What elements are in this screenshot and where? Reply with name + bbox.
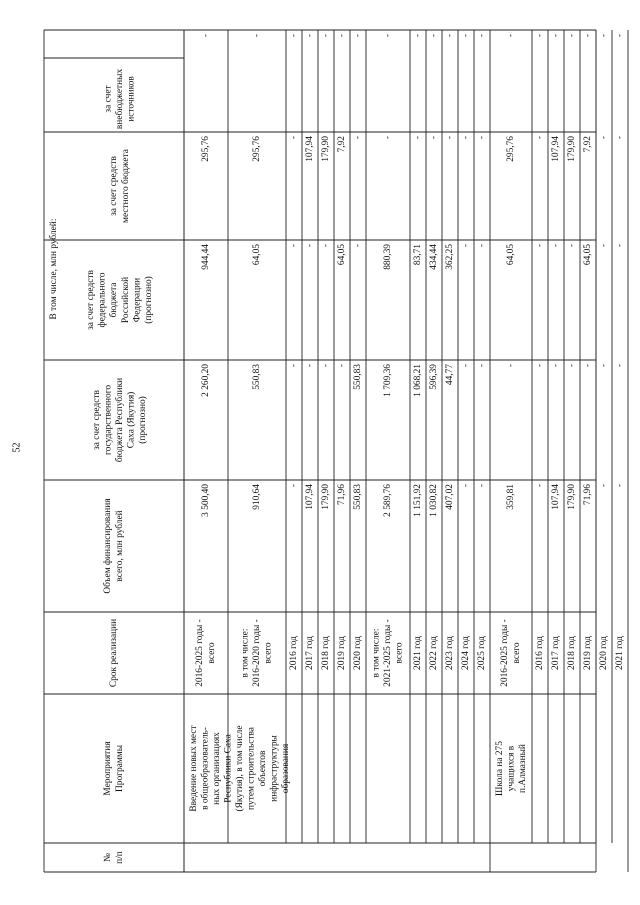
header-state-budget-line: (прогнозно) [138, 396, 149, 444]
header-state-budget-line: Саха (Якутия) [126, 391, 137, 449]
local-budget-cell-line: - [413, 136, 424, 140]
state-budget-cell-line: 1 068,21 [413, 364, 424, 397]
extra-budget-cell [615, 34, 625, 37]
state-budget-cell [477, 364, 487, 367]
federal-budget-cell [305, 244, 315, 247]
term-cell [477, 636, 487, 670]
state-budget-cell-line: - [477, 364, 488, 368]
local-budget-cell [383, 136, 393, 139]
state-budget-cell [599, 364, 609, 367]
measure-name-line: п.Алмазный [518, 744, 529, 793]
extra-budget-cell [383, 34, 393, 37]
state-budget-cell-line: 596,39 [429, 364, 440, 390]
header-term [109, 619, 119, 687]
total-cell-line: - [535, 484, 546, 488]
local-budget-cell-line: 7,92 [337, 136, 348, 153]
state-budget-cell-line: - [337, 364, 348, 368]
local-budget-cell [413, 136, 423, 139]
term-cell [321, 636, 331, 670]
local-budget-cell [337, 136, 347, 153]
extra-budget-cell-line: - [599, 34, 610, 38]
local-budget-cell [615, 136, 625, 139]
term-cell-line: 2016-2020 годы - [252, 619, 263, 687]
header-number-line: № [103, 853, 114, 862]
header-number-line: п/п [114, 851, 125, 864]
federal-budget-cell-line: 64,05 [337, 244, 348, 266]
total-cell-line: 71,96 [583, 484, 594, 506]
federal-budget-cell [445, 244, 455, 270]
federal-budget-cell [337, 244, 347, 265]
state-budget-cell [445, 364, 455, 385]
federal-budget-cell [567, 244, 577, 247]
local-budget-cell-line: 107,94 [551, 136, 562, 162]
local-budget-cell [551, 136, 561, 162]
extra-budget-cell [252, 34, 262, 37]
term-cell-line: 2016-2025 годы - [500, 619, 511, 687]
header-federal-budget-line: Федерации [132, 277, 143, 323]
header-state-budget-line: за счет средств [92, 390, 103, 450]
local-budget-cell-line: 295,76 [201, 136, 212, 162]
state-budget-cell [413, 364, 423, 397]
total-cell [583, 484, 593, 505]
measure-name-line: инфраструктуры [269, 735, 280, 802]
header-state-budget [92, 378, 148, 462]
term-cell-line: 2021-2025 годы - [383, 619, 394, 687]
state-budget-cell [252, 364, 262, 390]
total-cell [535, 484, 545, 487]
state-budget-cell-line: - [615, 364, 626, 368]
term-cell-line: 2022 год [429, 636, 440, 670]
term-cell-line: 2018 год [567, 636, 578, 670]
header-extra-budget [104, 69, 137, 130]
state-budget-cell [201, 364, 211, 397]
local-budget-cell-line: 295,76 [252, 136, 263, 162]
federal-budget-cell [252, 244, 262, 265]
term-cell-line: всего [394, 642, 405, 664]
federal-budget-cell-line: 83,71 [413, 244, 424, 266]
term-cell [583, 636, 593, 670]
federal-budget-cell [429, 244, 439, 270]
local-budget-cell-line: - [535, 136, 546, 140]
state-budget-cell-line: 44,77 [445, 364, 456, 386]
extra-budget-cell [353, 34, 363, 37]
federal-budget-cell [535, 244, 545, 247]
local-budget-cell [353, 136, 363, 139]
total-cell-line: 1 030,82 [429, 484, 440, 517]
federal-budget-cell-line: - [353, 244, 364, 248]
local-budget-cell-line: - [429, 136, 440, 140]
federal-budget-cell [551, 244, 561, 247]
extra-budget-cell-line: - [383, 34, 394, 38]
term-cell-line: 2021 год [615, 636, 626, 670]
federal-budget-cell [383, 244, 393, 270]
total-cell-line: 2 589,76 [383, 484, 394, 517]
total-cell-line: 71,96 [337, 484, 348, 506]
extra-budget-cell [535, 34, 545, 37]
federal-budget-cell-line: - [461, 244, 472, 248]
term-cell [500, 619, 522, 687]
local-budget-cell [477, 136, 487, 139]
federal-budget-cell-line: - [567, 244, 578, 248]
state-budget-cell-line: 1 709,36 [383, 364, 394, 397]
local-budget-cell [583, 136, 593, 153]
extra-budget-cell [445, 34, 455, 37]
extra-budget-cell [461, 34, 471, 37]
measure-name-line: объектов [258, 750, 269, 787]
header-number [103, 851, 125, 864]
state-budget-cell [461, 364, 471, 367]
term-cell-line: 2019 год [583, 636, 594, 670]
total-cell [353, 484, 363, 510]
total-cell [477, 484, 487, 487]
header-local-budget-line: за счет средств [109, 156, 120, 216]
extra-budget-cell-line: - [477, 34, 488, 38]
header-measures [103, 741, 125, 796]
federal-budget-cell [413, 244, 423, 265]
header-including-line: В том числе, млн рублей: [49, 218, 60, 320]
header-federal-budget-line: за счет средств [86, 270, 97, 330]
total-cell [337, 484, 347, 505]
federal-budget-cell [353, 244, 363, 247]
federal-budget-cell-line: 64,05 [506, 244, 517, 266]
total-cell [321, 484, 331, 510]
measure-name-line: Школа на 275 [495, 741, 506, 796]
state-budget-cell-line: - [583, 364, 594, 368]
total-cell [413, 484, 423, 517]
term-cell-line: всего [511, 642, 522, 664]
term-cell [551, 636, 561, 670]
state-budget-cell [383, 364, 393, 397]
term-cell-line: 2016-2025 годы - [195, 619, 206, 687]
total-cell-line: - [289, 484, 300, 488]
extra-budget-cell-line: - [567, 34, 578, 38]
total-cell-line: 1 151,92 [413, 484, 424, 517]
total-cell [551, 484, 561, 510]
term-cell [337, 636, 347, 670]
term-cell [567, 636, 577, 670]
measure-name-line: (Якутия), в том числе [235, 725, 246, 812]
state-budget-cell [321, 364, 331, 367]
header-federal-budget-line: федерального [97, 272, 108, 328]
local-budget-cell [252, 136, 262, 162]
term-cell-line: 2016 год [535, 636, 546, 670]
federal-budget-cell [583, 244, 593, 265]
extra-budget-cell [429, 34, 439, 37]
state-budget-cell [615, 364, 625, 367]
state-budget-cell-line: - [289, 364, 300, 368]
measure-name-line: образования [281, 743, 292, 794]
extra-budget-cell-line: - [429, 34, 440, 38]
extra-budget-cell-line: - [583, 34, 594, 38]
local-budget-cell-line: 295,76 [506, 136, 517, 162]
term-cell [305, 636, 315, 670]
term-cell [241, 619, 274, 687]
funding-table [44, 30, 628, 872]
term-cell [429, 636, 439, 670]
state-budget-cell-line: - [599, 364, 610, 368]
term-cell [353, 636, 363, 670]
term-cell-line: 2024 год [461, 636, 472, 670]
local-budget-cell-line: - [289, 136, 300, 140]
federal-budget-cell-line: - [477, 244, 488, 248]
total-cell [567, 484, 577, 510]
term-cell-line: всего [206, 642, 217, 664]
federal-budget-cell [321, 244, 331, 247]
local-budget-cell-line: - [445, 136, 456, 140]
header-local-budget [109, 148, 131, 223]
federal-budget-cell [461, 244, 471, 247]
header-total-line: всего, млн рублей [114, 510, 125, 582]
total-cell-line: 407,02 [445, 484, 456, 510]
extra-budget-cell-line: - [201, 34, 212, 38]
federal-budget-cell-line: 362,25 [445, 244, 456, 270]
total-cell-line: - [615, 484, 626, 488]
extra-budget-cell [201, 34, 211, 37]
local-budget-cell [289, 136, 299, 139]
state-budget-cell-line: - [535, 364, 546, 368]
federal-budget-cell-line: - [551, 244, 562, 248]
local-budget-cell [305, 136, 315, 162]
extra-budget-cell-line: - [337, 34, 348, 38]
term-cell [461, 636, 471, 670]
term-cell [289, 636, 299, 670]
state-budget-cell-line: - [551, 364, 562, 368]
state-budget-cell-line: - [305, 364, 316, 368]
header-state-budget-line: государственного [103, 384, 114, 456]
local-budget-cell-line: 179,90 [321, 136, 332, 162]
term-cell-line: 2025 год [477, 636, 488, 670]
total-cell-line: - [599, 484, 610, 488]
header-term-line: Срок реализации [109, 618, 120, 688]
local-budget-cell-line: - [383, 136, 394, 140]
header-measures-line: Программы [114, 744, 125, 793]
local-budget-cell-line: - [477, 136, 488, 140]
term-cell-line: 2020 год [353, 636, 364, 670]
extra-budget-cell-line: - [461, 34, 472, 38]
local-budget-cell [567, 136, 577, 162]
extra-budget-cell [583, 34, 593, 37]
extra-budget-cell-line: - [506, 34, 517, 38]
total-cell-line: 550,83 [353, 484, 364, 510]
local-budget-cell-line: 7,92 [583, 136, 594, 153]
term-cell [535, 636, 545, 670]
state-budget-cell-line: 550,83 [252, 364, 263, 390]
header-extra-budget-line: источников [126, 76, 137, 122]
total-cell [289, 484, 299, 487]
local-budget-cell [321, 136, 331, 162]
term-cell-line: 2021 год [413, 636, 424, 670]
local-budget-cell-line: 179,90 [567, 136, 578, 162]
federal-budget-cell-line: - [305, 244, 316, 248]
extra-budget-cell-line: - [445, 34, 456, 38]
total-cell-line: 179,90 [567, 484, 578, 510]
local-budget-cell [461, 136, 471, 139]
total-cell [599, 484, 609, 487]
header-extra-budget-line: за счет [103, 85, 114, 113]
local-budget-cell-line: - [461, 136, 472, 140]
measure-name-line: ных организациях [212, 732, 223, 805]
measure-name-line: учащихся в [506, 745, 517, 792]
state-budget-cell-line: 550,83 [353, 364, 364, 390]
total-cell [305, 484, 315, 510]
federal-budget-cell [506, 244, 516, 265]
federal-budget-cell [289, 244, 299, 247]
state-budget-cell-line: - [506, 364, 517, 368]
federal-budget-cell [201, 244, 211, 270]
local-budget-cell [506, 136, 516, 162]
total-cell [252, 484, 262, 510]
local-budget-cell [201, 136, 211, 162]
local-budget-cell-line: - [353, 136, 364, 140]
extra-budget-cell-line: - [321, 34, 332, 38]
extra-budget-cell [305, 34, 315, 37]
total-cell-line: 179,90 [321, 484, 332, 510]
federal-budget-cell-line: 880,39 [383, 244, 394, 270]
extra-budget-cell [599, 34, 609, 37]
header-federal-budget [86, 270, 154, 330]
term-cell-line: 2017 год [551, 636, 562, 670]
state-budget-cell [353, 364, 363, 390]
extra-budget-cell [477, 34, 487, 37]
federal-budget-cell-line: 64,05 [583, 244, 594, 266]
total-cell-line: 910,64 [252, 484, 263, 510]
total-cell [383, 484, 393, 517]
term-cell-line: 2018 год [321, 636, 332, 670]
state-budget-cell [289, 364, 299, 367]
federal-budget-cell [599, 244, 609, 247]
total-cell-line: 107,94 [551, 484, 562, 510]
state-budget-cell-line: - [461, 364, 472, 368]
total-cell-line: 107,94 [305, 484, 316, 510]
local-budget-cell [429, 136, 439, 139]
term-cell [195, 619, 217, 687]
header-including [48, 219, 59, 320]
header-extra-budget-line: внебюджетных [115, 68, 126, 130]
state-budget-cell [567, 364, 577, 367]
extra-budget-cell [321, 34, 331, 37]
measure-name-line: Введение новых мест [189, 725, 200, 812]
total-cell-line: 3 500,40 [201, 484, 212, 517]
total-cell-line: - [461, 484, 472, 488]
total-cell [506, 484, 516, 510]
extra-budget-cell-line: - [252, 34, 263, 38]
header-total-line: Объем финансирования [103, 498, 114, 594]
page-number: 52 [11, 442, 23, 453]
extra-budget-cell-line: - [353, 34, 364, 38]
state-budget-cell [337, 364, 347, 367]
state-budget-cell [506, 364, 516, 367]
term-cell-line: 2023 год [445, 636, 456, 670]
federal-budget-cell-line: 434,44 [429, 244, 440, 270]
local-budget-cell [599, 136, 609, 139]
measure-name [495, 741, 528, 796]
total-cell [615, 484, 625, 487]
federal-budget-cell-line: - [321, 244, 332, 248]
header-federal-budget-line: бюджета [109, 282, 120, 318]
extra-budget-cell [413, 34, 423, 37]
state-budget-cell-line: 2 260,20 [201, 364, 212, 397]
header-local-budget-line: местного бюджета [120, 149, 131, 223]
federal-budget-cell [477, 244, 487, 247]
measure-name-line: Республики Саха [223, 734, 234, 803]
term-cell [445, 636, 455, 670]
term-cell-line: 2020 год [599, 636, 610, 670]
local-budget-cell [535, 136, 545, 139]
measure-name-line: путем строительства [246, 727, 257, 810]
federal-budget-cell [615, 244, 625, 247]
header-state-budget-line: бюджета Республики [115, 377, 126, 463]
extra-budget-cell-line: - [535, 34, 546, 38]
extra-budget-cell-line: - [413, 34, 424, 38]
header-total [102, 498, 125, 594]
measure-name [189, 725, 291, 811]
state-budget-cell-line: - [321, 364, 332, 368]
state-budget-cell [535, 364, 545, 367]
local-budget-cell-line: 107,94 [305, 136, 316, 162]
header-measures-line: Мероприятия [103, 741, 114, 796]
local-budget-cell [445, 136, 455, 139]
term-cell [615, 636, 625, 670]
term-cell [372, 619, 405, 687]
term-cell-line: 2019 год [337, 636, 348, 670]
extra-budget-cell [289, 34, 299, 37]
header-federal-budget-line: Российской [120, 276, 131, 324]
federal-budget-cell-line: 64,05 [252, 244, 263, 266]
extra-budget-cell [337, 34, 347, 37]
extra-budget-cell-line: - [615, 34, 626, 38]
extra-budget-cell [551, 34, 561, 37]
extra-budget-cell [506, 34, 516, 37]
state-budget-cell [305, 364, 315, 367]
term-cell [413, 636, 423, 670]
total-cell [445, 484, 455, 510]
total-cell [429, 484, 439, 517]
term-cell-line: в том числе: [371, 628, 382, 678]
extra-budget-cell-line: - [289, 34, 300, 38]
total-cell [461, 484, 471, 487]
state-budget-cell [429, 364, 439, 390]
term-cell-line: 2017 год [305, 636, 316, 670]
term-cell [599, 636, 609, 670]
state-budget-cell-line: - [567, 364, 578, 368]
local-budget-cell-line: - [599, 136, 610, 140]
federal-budget-cell-line: - [535, 244, 546, 248]
extra-budget-cell-line: - [551, 34, 562, 38]
total-cell-line: 359,81 [506, 484, 517, 510]
extra-budget-cell-line: - [305, 34, 316, 38]
term-cell-line: всего [263, 642, 274, 664]
total-cell-line: - [477, 484, 488, 488]
federal-budget-cell-line: 944,44 [201, 244, 212, 270]
header-federal-budget-line: (прогнозно) [143, 276, 154, 324]
federal-budget-cell-line: - [615, 244, 626, 248]
state-budget-cell [551, 364, 561, 367]
term-cell-line: 2016 год [289, 636, 300, 670]
measure-name-line: в общеобразователь- [200, 727, 211, 810]
extra-budget-cell [567, 34, 577, 37]
federal-budget-cell-line: - [599, 244, 610, 248]
federal-budget-cell-line: - [289, 244, 300, 248]
state-budget-cell [583, 364, 593, 367]
local-budget-cell-line: - [615, 136, 626, 140]
total-cell [201, 484, 211, 517]
term-cell-line: в том числе: [240, 628, 251, 678]
